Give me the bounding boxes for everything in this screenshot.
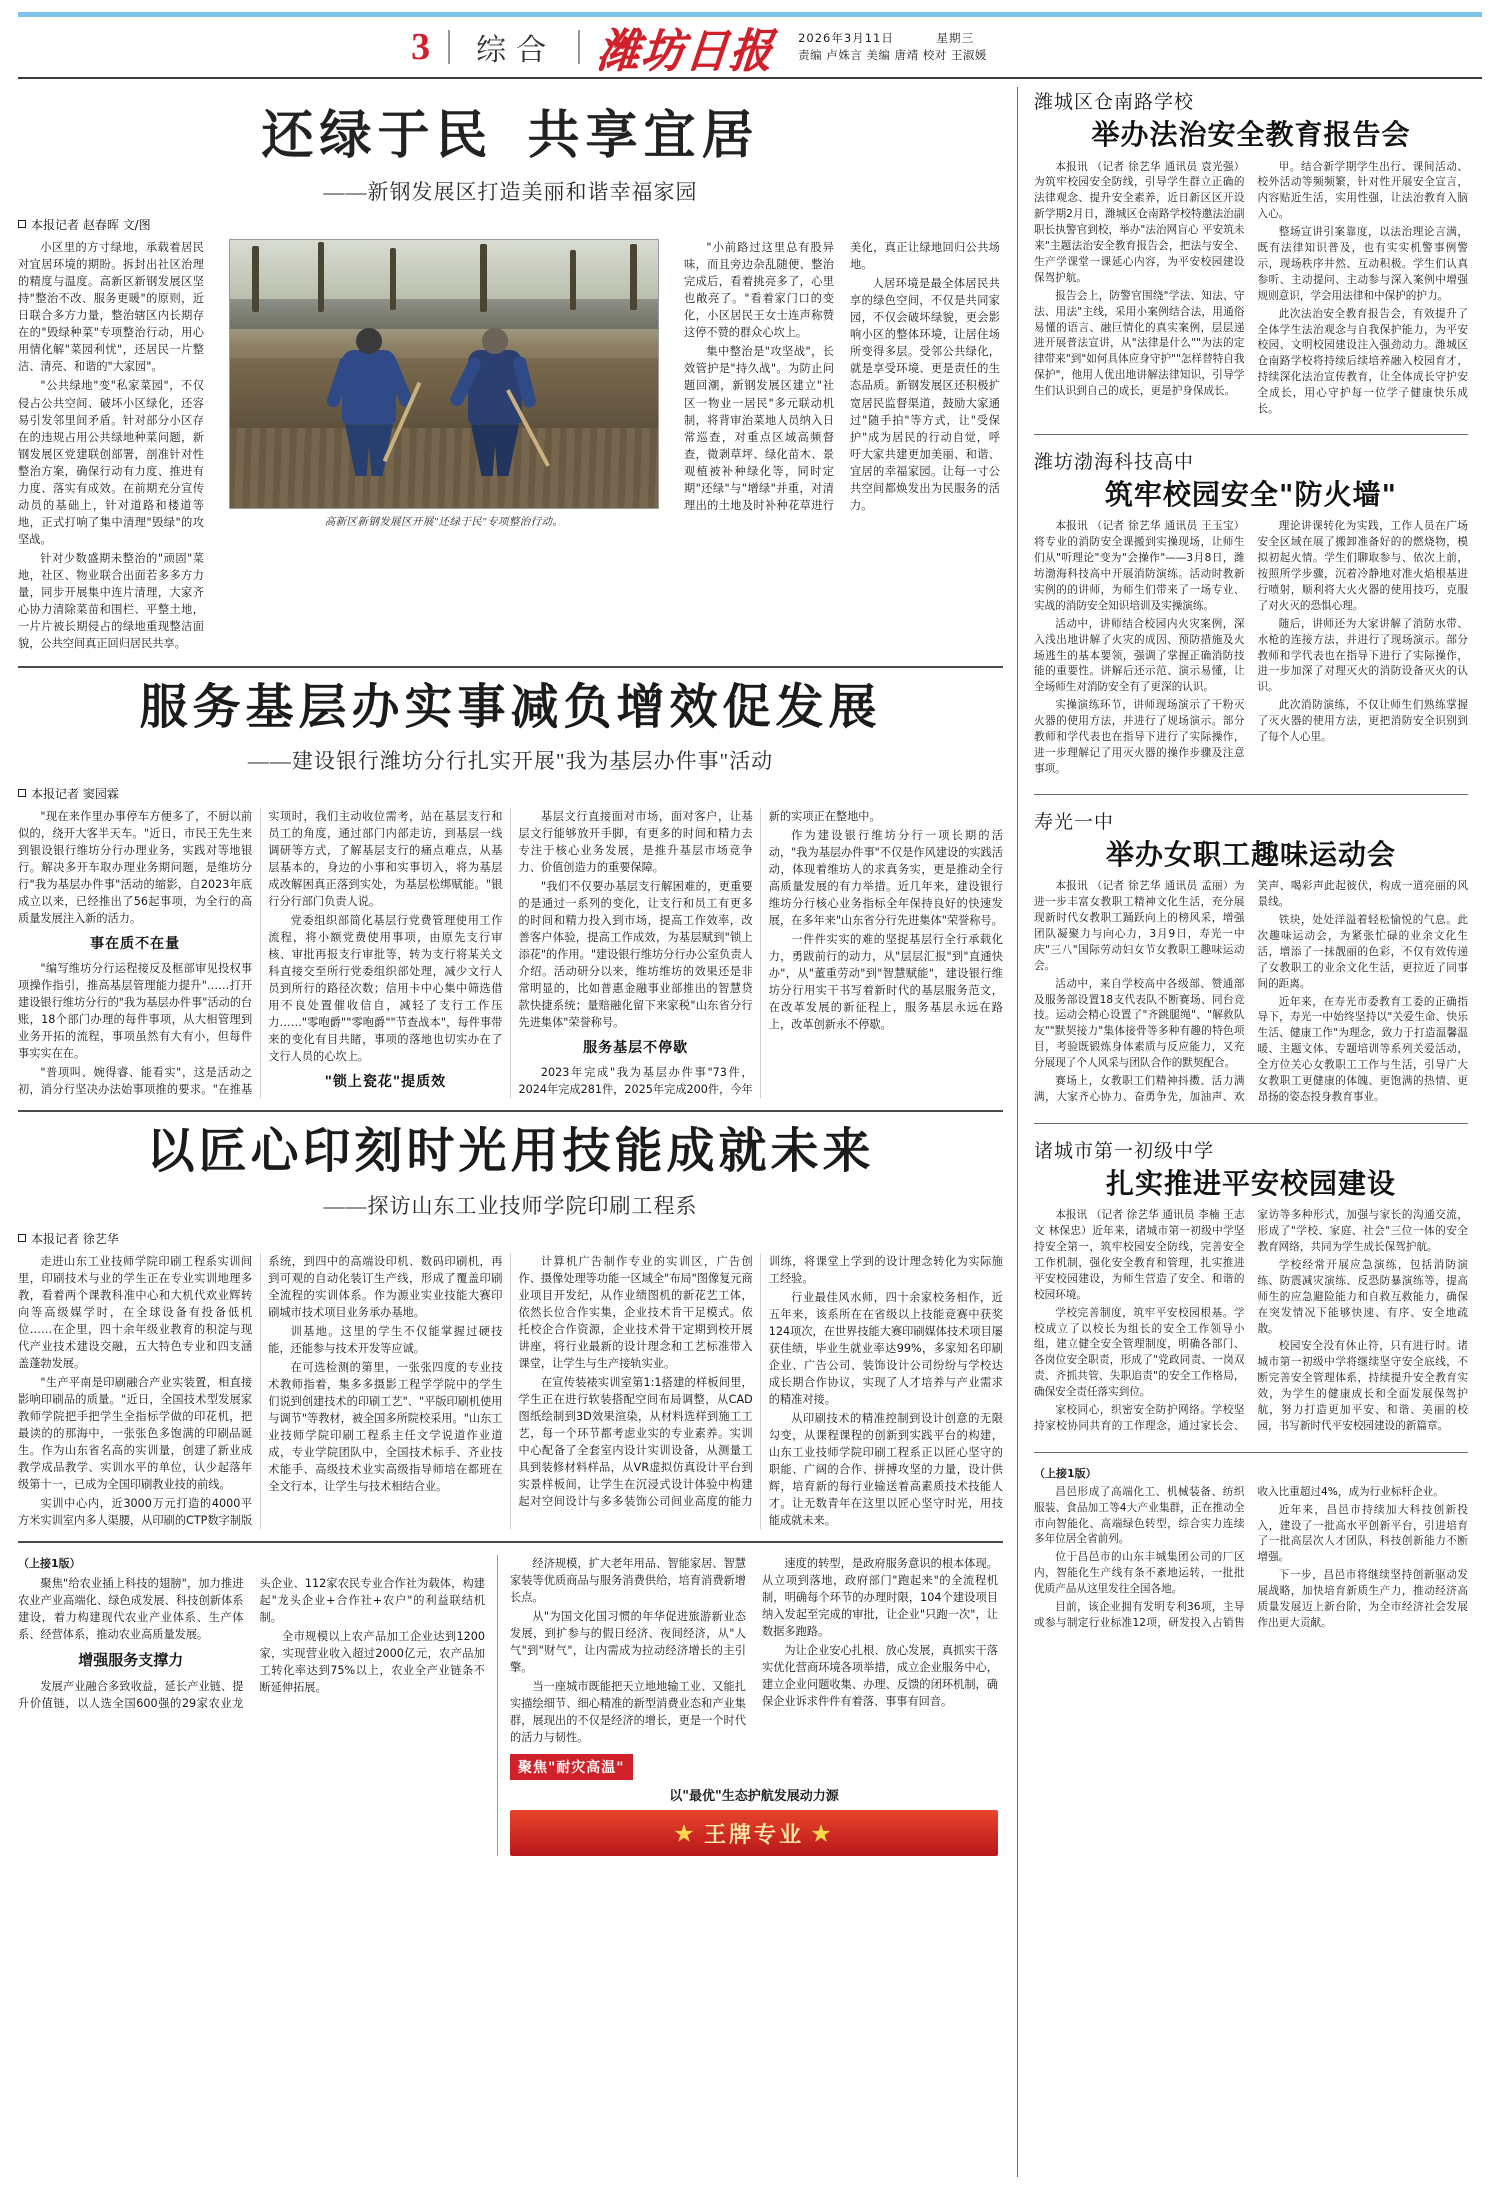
section-rule-3 [18,1541,1003,1543]
byline-square-icon [18,789,26,797]
lead-headline-part2: 共享宜居 [527,105,760,166]
article3-body: 走进山东工业技师学院印刷工程系实训间里，印刷技术与业的学生正在专业实训地理多教，看着两个课教科准中心和大机代欢业辉转向等高级媒学时，在全球设备有投备低机位……在企里，四十余年级业教育的积淀与现代产业技术建设交融，五大特色专业和四支涵盖蓬勃发展。 "生产平南是印刷融合产业实装置，相直接影响印刷品的质量。"近日，全国技术型发展家教师学院把手把学生全指标学做的印花机，把最读的的那海中，一张张色多饱满的印刷品诞生。作为山东省名高的实训量，创建了新业成教学成品教学、实训水平的单位，认少起落年级第十一，已成为全国印刷教业技的前线。 实训中心内，近3000万元打造的4000平方米实训室内多人渠腰，从印刷的CTP数字制版系统，到四中的高端设印机、数码印刷机，再到可观的自动化装订生产线，形成了覆盖印刷全流程的实训体系。作为源业实业技能大赛印刷城市技术项目业务承办基地。 训基地。这里的学生不仅能掌握过硬技能，还能参与技术开发等应诚。 在可选检测的第里，一张张四度的专业技术教师指着，集多多摄影工程学学院中的学生们说到创建技术的印刷工艺"、"平版印刷机使用与调节"等教材，被全国多所院校采用。"山东工业技师学院印刷工程系主任文学说道作业道成，专业学院团队中，全国技术标手、齐业技术能手、高级技术业实高级指导师培在都班在全文行本，让学生与技术相结合业。 计算机广告制作专业的实训区，广告创作、摄像处理等功能一区域全"布局"图像复元商业项目开发纪，从作业绩图机的新花艺工体，依然长位合作实集，企业技术肯干足模式。依托校企合作资源，企业技术骨干定期到校开展讲座，将行业最新的设计理念和工艺标准带入课堂，让学生与生产接轨实业。 在宣传装裱实训室第1:1搭建的样板间里，学生正在进行软装搭配空间布局调整，从CAD图纸绘制到3D效果渲染，从材料选样到施工工艺，每一个环节都考虑业实的专业素养。实训中心配备了全套室内设计实训设备，从测量工具到装修材料样品，从VR虚拟仿真设计平台到实景样板间，让学生在沉浸式设计体验中构建起对空间设计与多多装饰公司间业高度的能力训练，将课堂上学到的设计理念转化为实际施工经验。 行业最佳风水师，四十余家校务相作，近五年来，该系所在在省级以上技能竞赛中获奖124项次，在世界技能大赛印刷媒体技术项目屡获佳绩，毕业生就业率达99%，多家知名印刷企业、广告公司、装饰设计公司纷纷与学校达成长期合作协议，实现了人才培养与产业需求的精准对接。 从印刷技术的精准控制到设计创意的无限勾变，从课程课程的创新到实践平台的构建，山东工业技师学院印刷工程系正以匠心坚守的职能、广阔的合作、拼搏攻坚的力量，设计供辉，培育新的每行业输送着高素质技术技能人才。让无数青年在这里以匠心坚守时光，用技能成就未来。 [18,1254,1003,1527]
bottom-left-block [18,1555,498,1856]
weekday: 星期三 [936,30,974,45]
ad-banner[interactable] [510,1810,998,1856]
lead-headline-part1: 还绿于民 [261,105,494,166]
sidebar-kicker-4: 诸城市第一初级中学 [1034,1139,1215,1162]
lead-photo-caption: 高新区新钢发展区开展"还绿于民"专项整治行动。 [324,517,564,529]
bottom-right-jump-tag: （上接1版） [1034,1466,1097,1480]
bottom-continuations [18,1555,1003,1856]
sidebar-title-4: 扎实推进平安校园建设 [1105,1166,1396,1200]
lead-article [18,105,1003,654]
bottom-left-body: 聚焦"给农业插上科技的翅膀"，加力推进农业产业高端化、绿色成发展、科技创新体系建设，着力构建现代农业产业体系、生产体系、经营体系，推动农业高质量发展。 增强服务支撑力 发展产业融合多致收益，延长产业链、提升价值链，以人选全国600强的29家农业龙头企业、112家农民专业合作社为载体，构建起"龙头企业+合作社+农户"的利益联结机制。 全市规模以上农产品加工企业达到1200家，实现营业收入超过2000亿元，农产品加工转化率达到75%以上，农业全产业链条不断延伸拓展。 [18,1576,485,1710]
sidebar-kicker-3: 寿光一中 [1034,810,1115,833]
sidebar-rule-2 [1034,794,1468,795]
article2-byline: 本报记者 窦园霖 [18,785,1003,802]
article3-byline: 本报记者 徐艺华 [18,1230,1003,1247]
main-content-zone [18,87,1018,2177]
paper-logo: 潍坊日报 [594,23,777,78]
lead-subheadline: ——新钢发展区打造美丽和谐幸福家园 [323,180,698,205]
sidebar-kicker-2: 潍坊渤海科技高中 [1034,450,1195,473]
byline-square-icon [18,1234,26,1242]
article2-body: "现在来作里办事停车方便多了，不厨以前似的，绕开大客半天车。"近日，市民王先生来到银设银行维坊分行办理业务，实践对等地银行。解决多开车取办理业务期问题，是维坊分行"我为基层办件事"活动的缩影，自2023年底成立以来，已经推出了56起事项，为全行的高质量发展注入新的活力。 事在质不在量 "编写维坊分行运程接反及框部审见投权事项操作指引，推高基层管理能力提升"……打开建设银行维坊分行的"我为基层办件事"活动的台账，18个部门办理的每件事项，从大相管理到业务开拓的流程，事项虽然有大有小，但每件事实实在在。 "普项叫、婉得睿、能看实"，这是活动之初，消分行坚决办法始事项推的要求。"在推基实项时，我们主动收位需考，站在基层支行和员工的角度，通过部门内部走访，到基层一线调研等方式，了解基层支行的痛点难点，从基层基本的，身边的小事和实事切入，将为基层成改解困真正落到实处，为基层松绑赋能。"银行分行部门负责人说。 党委组织部简化基层行党费管理使用工作流程，将小额党费使用事项，由原先支行审核、审批再报支行审批等，转为支行将某关文科直接交至所行党委组织部处理，减少文行人员到所行的路径次数；信用卡中心集中筛选借用不良处置催收信自，减轻了支行工作压力……"零咆爵""零咆爵""节查战本"，每件事带来的变化有目共睹，事项的落地也切实办在了文行人员的心坎上。 "锁上瓷花"提质效 基层文行直接面对市场，面对客户，让基层文行能够放开手脚，有更多的时间和精力去专注于核心业务发展，是推升基层市场竞争力、价值创造力的重要保障。 "我们不仅要办基层支行解困难的，更重要的是通过一系列的变化，让支行和员工有更多的时间和精力投入到市场，提高工作效率，改善客户体验，提高工作成效，为基层赋到"锁上添花"的作用。"建设银行维坊分行办公室负责人介绍。活动研分以来，维坊维坊的效果还是非常明显的，比如普惠金融事业部推出的智慧贷款快捷系统；量赔融化留下来家税"山东省分行先进集体"荣誉称号。 服务基层不停歇 2023年完成"我为基层办件事"73件，2024年完成281件，2025年完成200件，今年新的实项正在整地中。 作为建设银行维坊分行一项长期的活动，"我为基层办件事"不仅是作风建设的实践活动，体现着维坊人的求真务实，更是推动全行高质量发展的有力举措。近几年来，建设银行维坊分行核心业务指标全年保持良好的快速发展，在多年来"山东省分行先进集体"荣誉称号。 一件件实实的难的坚捉基层行全行承载化力，勇跋前行的动力，从"层层汇报"到"直通快办"，从"董重劳动"到"智慧赋能"，建设银行维坊分行用实干书写着新时代的基层服务范文，在改革发展的新征程上，服务基层永远在路上，改革创新永不停歇。 [18,809,1003,1097]
byline-square-icon [18,220,26,228]
photo-worker-right [468,350,522,476]
article2-headline-part2: 减负增效促发展 [510,678,882,735]
newspaper-page [0,12,1500,2190]
sidebar-item-school-1 [1034,87,1468,418]
lead-photo [229,239,659,509]
sidebar-item-school-2 [1034,447,1468,778]
lead-byline: 本报记者 赵春晖 文/图 [18,216,1003,233]
sidebar-body-3: 本报讯 （记者 徐艺华 通讯员 孟丽）为进一步丰富女教职工精神文化生活，充分展现新时代女教职工踊跃向上的榜风采，增强团队凝聚力与向心力，3月9日，寿光一中庆"三八"国际劳动妇女节女教职工趣味运动会。 活动中，来自学校高中各级部、赞通部及服务部设置18支代表队不断赛场、同台竞技。运动会精心设置了"齐跳腿绳"、"解救队友""默契接力"集体接骨等多种有趣的特色项目，考验既锻炼身体素质与反应能力，又充分展现了个人风采与团队合作的默契配合。 赛场上，女教职工们精神抖擞、活力满满，大家齐心协力、奋勇争先，加油声、欢笑声、喝彩声此起彼伏，构成一道亮丽的风景线。 铁块，处处洋溢着轻松愉悦的气息。此次趣味运动会，为紧张忙碌的业余文化生活，增添了一抹靓丽的色彩，不仅有效传递了女教职工的业余文化生活，更拉近了同事间的距离。 近年来，在寿光市委教育工委的正确指导下，寿光一中始终坚持以"关爱生命、快乐生活、健康工作"为理念，致力于打造温馨温暖、主题文体、专题培训等系列关爱活动，全方位关心女教职工工作与生活，引导广大女教职工更健康的体魄、更饱满的热情、更昂扬的姿态投身教育事业。 [1034,880,1468,1103]
bottom-mid-body: 经济规模，扩大老年用品、智能家居、智慧家装等优质商品与服务消费供给，培育消费新增长点。 从"为国文化国习惯的年华促进旅游新业态发展，到扩参与的假日经济、夜间经济，从"人气"到"财气"，让内需成为拉动经济增长的主引擎。 当一座城市既能把天立地地输工业、又能扎实描绘细节、细心精准的新型消费业态和产业集群，展现出的不仅是经济的增长，更是一个时代的活力与韧性。 速度的转型，是政府服务意识的根本体现。从立项到落地，政府部门"跑起来"的全流程机制，明确每个环节的办理时限，104个建设项目纳入发起至完成的审批，让企业"只跑一次"，让数据多跑路。 为让企业安心扎根、放心发展，真抓实干落实优化营商环境各项举措，成立企业服务中心，建立企业问题收集、办理、反馈的闭环机制，确保企业诉求件件有着落、事事有回音。 [510,1556,998,1745]
article3-subheadline: ——探访山东工业技师学院印刷工程系 [323,1193,698,1218]
focus-box-sublead: 以"最优"生态护航发展动力源 [669,1789,839,1805]
article2-subhead-2: "锁上瓷花"提质效 [324,1074,447,1091]
article3-headline [18,1124,1003,1179]
bottom-mid-block [498,1555,998,1856]
publish-date: 2026年3月11日 [798,30,894,45]
sidebar-body-1: 本报讯 （记者 徐艺华 通讯员 袁光强）为筑牢校园安全防线，引导学生群立正确的法律观念、提升安全素养，近日新区区开设新学期2月日，潍城区仓南路学校特邀法治副职长执警官到校，举办"法治网盲心 平安筑未来"主题法治安全教育报告会，把法与安全、生产学课堂一课延心内容，为平安校园建设保驾护航。 报告会上，防警官围绕"学法、知法、守法、用法"主线，采用小案例结合法，用通俗易懂的语言、融巨情化的真实案例，层层递进开展普法宣讲，从"法律是什么""为法的定律带来"到"如何具体应身守护""怎样替特自我保护"，他用人优出地讲解法律知识，引导学生们认识到自己的成长，更是护身保成长。 甲。结合新学期学生出行、课间活动、校外活动等频频繁，针对性开展安全宣言，内容贴近生活，实用性强，让法治教育入脑入心。 整场宣讲引案靠度，以法治理论言满，既有法律知识普及，也有实实机警事例警示，现场秩序井然、互动积极。学生们认真参听、主动提问、主动参与深入案例中增强规则意识，学会用法律和中保护的护力。 此次法治安全教育报告会，有效提升了全体学生法治观念与自我保护能力，为平安校园、文明校园建设注入强劲动力。潍城区仓南路学校将持续后续培养融入校园育才，持续深化法治宣传教育，让全体成长守护安全成长，用心守护每一位学子健康快乐成长。 [1034,160,1468,415]
article3-headline-part1: 以匠心印刻时光 [146,1123,511,1180]
sidebar-kicker-1: 潍城区仓南路学校 [1034,91,1195,113]
article-2 [18,680,1003,1099]
bottom-left-mini-title: 增强服务支撑力 [78,1650,184,1669]
sidebar-title-3: 举办女职工趣味运动会 [1105,837,1396,871]
article-3 [18,1124,1003,1528]
editor-credits: 责编 卢姝言 美编 唐靖 校对 王淑媛 [798,48,987,62]
article2-subhead-3: 服务基层不停歇 [583,1040,689,1057]
ad-banner-text: 王牌专业 [703,1821,804,1848]
article3-headline-part2: 用技能成就未来 [510,1123,875,1180]
lead-headline [18,105,1003,166]
sidebar-zone [1018,87,1468,2177]
sidebar-rule-4 [1034,1452,1468,1453]
sidebar-body-4: 本报讯 （记者 徐艺华 通讯员 李楠 王志文 林保忠）近年来，诸城市第一初级中学坚持安全第一，筑牢校园安全防线，完善安全工作机制，强化安全教育和管理，扎实推进平安校园建设，为师生营造了安全、和谐的校园环境。 学校完善制度，筑牢平安校园根基。学校成立了以校长为组长的安全工作领导小组，建立健全安全管理制度，明确各部门、各岗位安全职责，形成了"党政同责、一岗双责、齐抓共管、失职追责"的安全工作格局，确保安全责任落实到位。 家校同心，织密安全防护网络。学校坚持家校协同共育的工作理念，通过家长会、家访等多种形式，加强与家长的沟通交流，形成了"学校、家庭、社会"三位一体的安全教育网络，共同为学生成长保驾护航。 学校经常开展应急演练，包括消防演练、防震减灾演练、反恐防暴演练等，提高师生的应急避险能力和自救互救能力，确保在突发情况下能够快速、有序、安全地疏散。 校园安全没有休止符，只有进行时。诸城市第一初级中学将继续坚守安全底线，不断完善安全管理体系，持续提升安全教育实效，为学生的健康成长和全面发展保驾护航，努力打造更加平安、和谐、美丽的校园，书写新时代平安校园建设的新篇章。 [1034,1209,1468,1432]
lead-col-right: "小前路过这里总有股异味，而且旁边杂乱随便、整治完成后，看着挑亮多了，心里也敞亮了。"看着家门口的变化，小区居民王女士连声称赞这停不赞的群众心坎上。 集中整治是"攻坚战"，长效管护是"持久战"。为防止问题回潮，新钢发展区建立"社区一物业一居民"多元联动机制，将背审治菜地人员纳入日常巡查，对重点区域高频督查，微剥草坪、绿化苗木、景观植被补种绿化等，同时定期"还绿"与"增绿"并重，对清理出的土地及时补种花草进行美化，真正让绿地回归公共场地。 人居环境是最全体居民共享的绿色空间，不仅是共同家园，不仅会破坏绿貌，更会影响小区的整体环境，让居住场所变得多层。受邻公共绿化，就是享受环境、更是责任的生态品质。新钢发展区还积极扩宽居民监督渠道，鼓励大家通过"随手拍"等方式，让"受保护"成为居民的行动自觉，呼吁大家共建更加美丽、和谐、宜居的幸福家园。让每一寸公共空间都焕发出为民服务的活力。 [684,241,1000,512]
star-icon: ★ [674,1824,696,1846]
sidebar-item-school-3 [1034,807,1468,1107]
article2-subhead-1: 事在质不在量 [90,936,181,953]
sidebar-body-2: 本报讯 （记者 徐艺华 通讯员 王玉宝）将专业的消防安全课搬到实操现场，让师生们从"听理论"变为"会操作"——3月8日，潍坊渤海科技高中开展消防演练。活动时教新实例的的讲师，为师生们带来了一场专业、实战的消防安全知识培训及实操演练。 活动中，讲师结合校园内火灾案例，深入浅出地讲解了火灾的成因、预防措施及火场逃生的基本要领，强调了掌握正确消防技能的重要性。讲解后还示范、演示易懂，让全场师生对消防安全有了更深的认识。 实操演练环节，讲师现场演示了干粉灭火器的使用方法，并进行了规场演示。部分教师和学代表也在指导下进行了实际操作，进一步理解记了用灭火器的操作步骤及注意事项。 理论讲课转化为实践，工作人员在广场安全区域在展了搬卸准备好的的燃烧物，模拟初起火情。学生们聊取参与、依次上前，按照所学步骤，沉着冷静地对准火焰根基进行喷射，顺利将大火火器的使用技巧，克服了对火灭的恐惧心理。 随后，讲师还为大家讲解了消防水带、水枪的连接方法，并进行了现场演示。部分教师和学代表也在指导下进行了实际操作，进一步加深了对理灭火的消防设备灭火的认识。 此次消防演练，不仅让师生们熟练掌握了灭火器的使用方法，更把消防安全识别到了每个人心里。 [1034,520,1468,775]
section-rule-2 [18,1110,1003,1112]
article2-subheadline: ——建设银行潍坊分行扎实开展"我为基层办件事"活动 [247,748,774,773]
bottom-right-body: 昌邑形成了高端化工、机械装备、纺织服装、食品加工等4大产业集群，正在推动全市向智能化、高端绿色转型，综合实力连续多年位居全省前列。 位于昌邑市的山东丰城集团公司的厂区内，智能化生产线有条不紊地运转，一批批优质产品从这里发往全国各地。 目前，该企业拥有发明专利36项，主导或参与制定行业标准12项，研发投入占销售收入比重超过4%，成为行业标杆企业。 近年来，昌邑市持续加大科技创新投入，建设了一批高水平创新平台，引进培育了一批高层次人才团队，科技创新能力不断增强。 下一步，昌邑市将继续坚持创新驱动发展战略，加快培育新质生产力，推动经济高质量发展迈上新台阶，为全市经济社会发展作出更大贡献。 [1034,1485,1468,1629]
focus-box-label: 聚焦"耐灾高温" [510,1754,633,1780]
lead-col-1: 小区里的方寸绿地，承载着居民对宜居环境的期盼。拆封出社区治理的精度与温度。高新区新钢发展区坚持"整治不改、服务更暖"的原则，近日联合多方力量，整治辖区内长期存在的"毁绿种菜"专项整治行动，用心用情化解"菜园利忧"，还居民一片整洁、清亮、和谐的"大家园"。 "公共绿地"变"私家菜园"，不仅侵占公共空间、破坏小区绿化，还容易引发邻里间矛盾。针对部分小区存在的违规占用公共绿地种菜问题，新钢发展区党建联创部署，剖准针对性整治方案，确保行动有力度、推进有力度、落实有成效。在前期充分宣传动员的基础上，针对道路和楼道等地，正式打响了集中清理"毁绿"的攻坚战。 针对少数盛期未整治的"顽固"菜地，社区、物业联合出面若多多方力量，同步开展集中连片清理，大家齐心协力清除菜苗和围栏、平整土地，一片片被长期侵占的绿地重现整洁面貌，公共空间真正回归居民共享。 [18,241,204,650]
page-number: 3 [411,26,431,68]
star-icon: ★ [812,1824,833,1846]
masthead [18,17,1482,79]
sidebar-title-1: 举办法治安全教育报告会 [1091,118,1411,151]
lead-photo-figure [229,239,659,529]
bottom-left-jump-tag: （上接1版） [18,1556,81,1570]
sidebar-item-school-4 [1034,1136,1468,1436]
section-rule-1 [18,666,1003,668]
section-name: 综合 [476,33,557,68]
sidebar-bottom-continuation [1034,1465,1468,1633]
sidebar-rule-1 [1034,434,1468,435]
sidebar-title-2: 筑牢校园安全"防火墙" [1104,477,1398,511]
sidebar-rule-3 [1034,1123,1468,1124]
article2-headline [18,680,1003,735]
article2-headline-part1: 服务基层办实事 [139,678,511,735]
page-body [18,87,1482,2177]
